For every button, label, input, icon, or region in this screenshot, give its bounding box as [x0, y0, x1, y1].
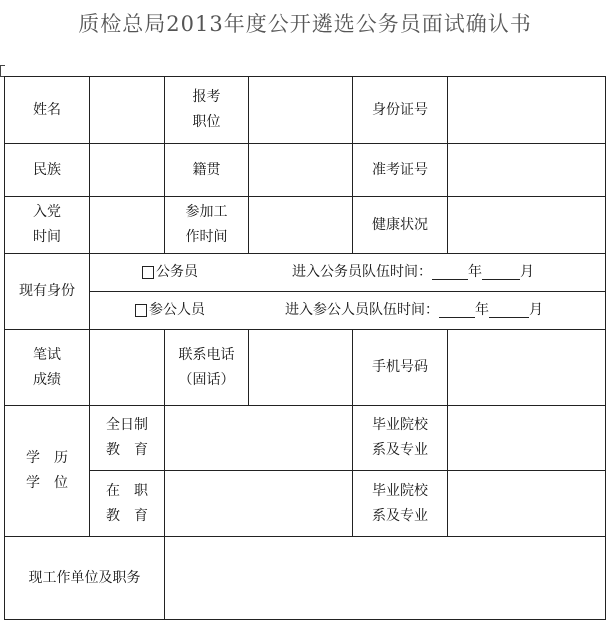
education-label — [5, 406, 89, 536]
current-job-field[interactable] — [165, 537, 605, 619]
civil-servant-label: 公务员 — [156, 264, 198, 280]
inservice-degree-field[interactable] — [165, 471, 352, 536]
health-label: 健康状况 — [372, 216, 428, 233]
current-job-label: 现工作单位及职务 — [28, 569, 141, 586]
fulltime-label-line2: 教 育 — [106, 442, 148, 458]
id-number-field[interactable] — [448, 77, 605, 143]
fulltime-school-label-line2: 系及专业 — [372, 442, 428, 458]
phone-field[interactable] — [249, 330, 352, 405]
reference-staff-year-unit: 年 — [475, 302, 489, 318]
civil-servant-month-unit: 月 — [520, 264, 534, 280]
civil-servant-month-blank[interactable] — [482, 265, 520, 280]
reference-staff-option[interactable] — [90, 292, 250, 329]
work-start-label-line2: 作时间 — [185, 229, 228, 245]
fulltime-school-field[interactable] — [448, 406, 605, 470]
reference-staff-time-label: 进入参公人员队伍时间： — [285, 302, 439, 318]
reference-staff-month-blank[interactable] — [489, 303, 529, 318]
native-place-label: 籍贯 — [192, 161, 221, 178]
position-label — [165, 77, 248, 143]
position-label-line1: 报考 — [192, 89, 221, 105]
name-field[interactable] — [90, 77, 164, 143]
fulltime-school-label-line1: 毕业院校 — [372, 417, 428, 433]
mobile-label: 手机号码 — [372, 359, 428, 375]
work-start-label-line1: 参加工 — [185, 204, 228, 220]
ethnicity-label: 民族 — [33, 161, 61, 178]
inservice-school-label-line1: 毕业院校 — [372, 482, 428, 499]
inservice-school-field[interactable] — [448, 471, 605, 536]
position-label-line2: 职位 — [192, 114, 221, 130]
reference-staff-month-unit: 月 — [529, 302, 543, 318]
inservice-label-line1: 在 职 — [106, 482, 148, 499]
party-date-label-line2: 时间 — [33, 229, 61, 245]
fulltime-degree-field[interactable] — [165, 406, 352, 470]
health-field[interactable] — [448, 197, 605, 253]
phone-label — [165, 330, 248, 405]
reference-staff-year-blank[interactable] — [439, 303, 475, 318]
phone-label-line2: （固话） — [178, 371, 235, 388]
exam-score-label — [5, 330, 89, 405]
civil-servant-year-blank[interactable] — [432, 265, 468, 280]
fulltime-label — [90, 406, 164, 470]
document-title: 质检总局2013年度公开遴选公务员面试确认书 — [78, 12, 532, 36]
work-start-label — [165, 197, 248, 253]
fulltime-label-line1: 全日制 — [106, 417, 148, 433]
exam-score-label-line2: 成绩 — [33, 371, 61, 388]
row-line — [4, 619, 606, 620]
fulltime-school-label — [353, 406, 447, 470]
work-start-field[interactable] — [249, 197, 352, 253]
civil-servant-option[interactable] — [90, 254, 250, 291]
reference-staff-time — [285, 292, 604, 329]
civil-servant-time-label: 进入公务员队伍时间： — [292, 264, 432, 280]
inservice-school-label-line2: 系及专业 — [372, 507, 428, 524]
party-date-label-line1: 入党 — [33, 204, 61, 220]
civil-servant-year-unit: 年 — [468, 264, 482, 280]
education-label-line2: 学 位 — [26, 475, 68, 491]
inservice-label — [90, 471, 164, 536]
civil-servant-time — [292, 254, 604, 291]
reference-staff-label: 参公人员 — [149, 302, 205, 318]
reference-staff-checkbox[interactable] — [135, 304, 147, 317]
education-label-line1: 学 历 — [26, 450, 68, 466]
exam-score-label-line1: 笔试 — [33, 346, 61, 363]
exam-number-label: 准考证号 — [372, 161, 428, 178]
party-date-field[interactable] — [90, 197, 164, 253]
mobile-field[interactable] — [448, 330, 605, 405]
inservice-label-line2: 教 育 — [106, 507, 148, 524]
exam-score-field[interactable] — [90, 330, 164, 405]
id-number-label: 身份证号 — [372, 101, 428, 118]
native-place-field[interactable] — [249, 144, 352, 196]
name-label: 姓名 — [33, 101, 61, 118]
inservice-school-label — [353, 471, 447, 536]
col-line — [605, 76, 606, 620]
phone-label-line1: 联系电话 — [178, 346, 235, 363]
civil-servant-checkbox[interactable] — [142, 266, 154, 279]
exam-number-field[interactable] — [448, 144, 605, 196]
ethnicity-field[interactable] — [90, 144, 164, 196]
identity-label: 现有身份 — [19, 283, 75, 299]
position-field[interactable] — [249, 77, 352, 143]
party-date-label — [5, 197, 89, 253]
